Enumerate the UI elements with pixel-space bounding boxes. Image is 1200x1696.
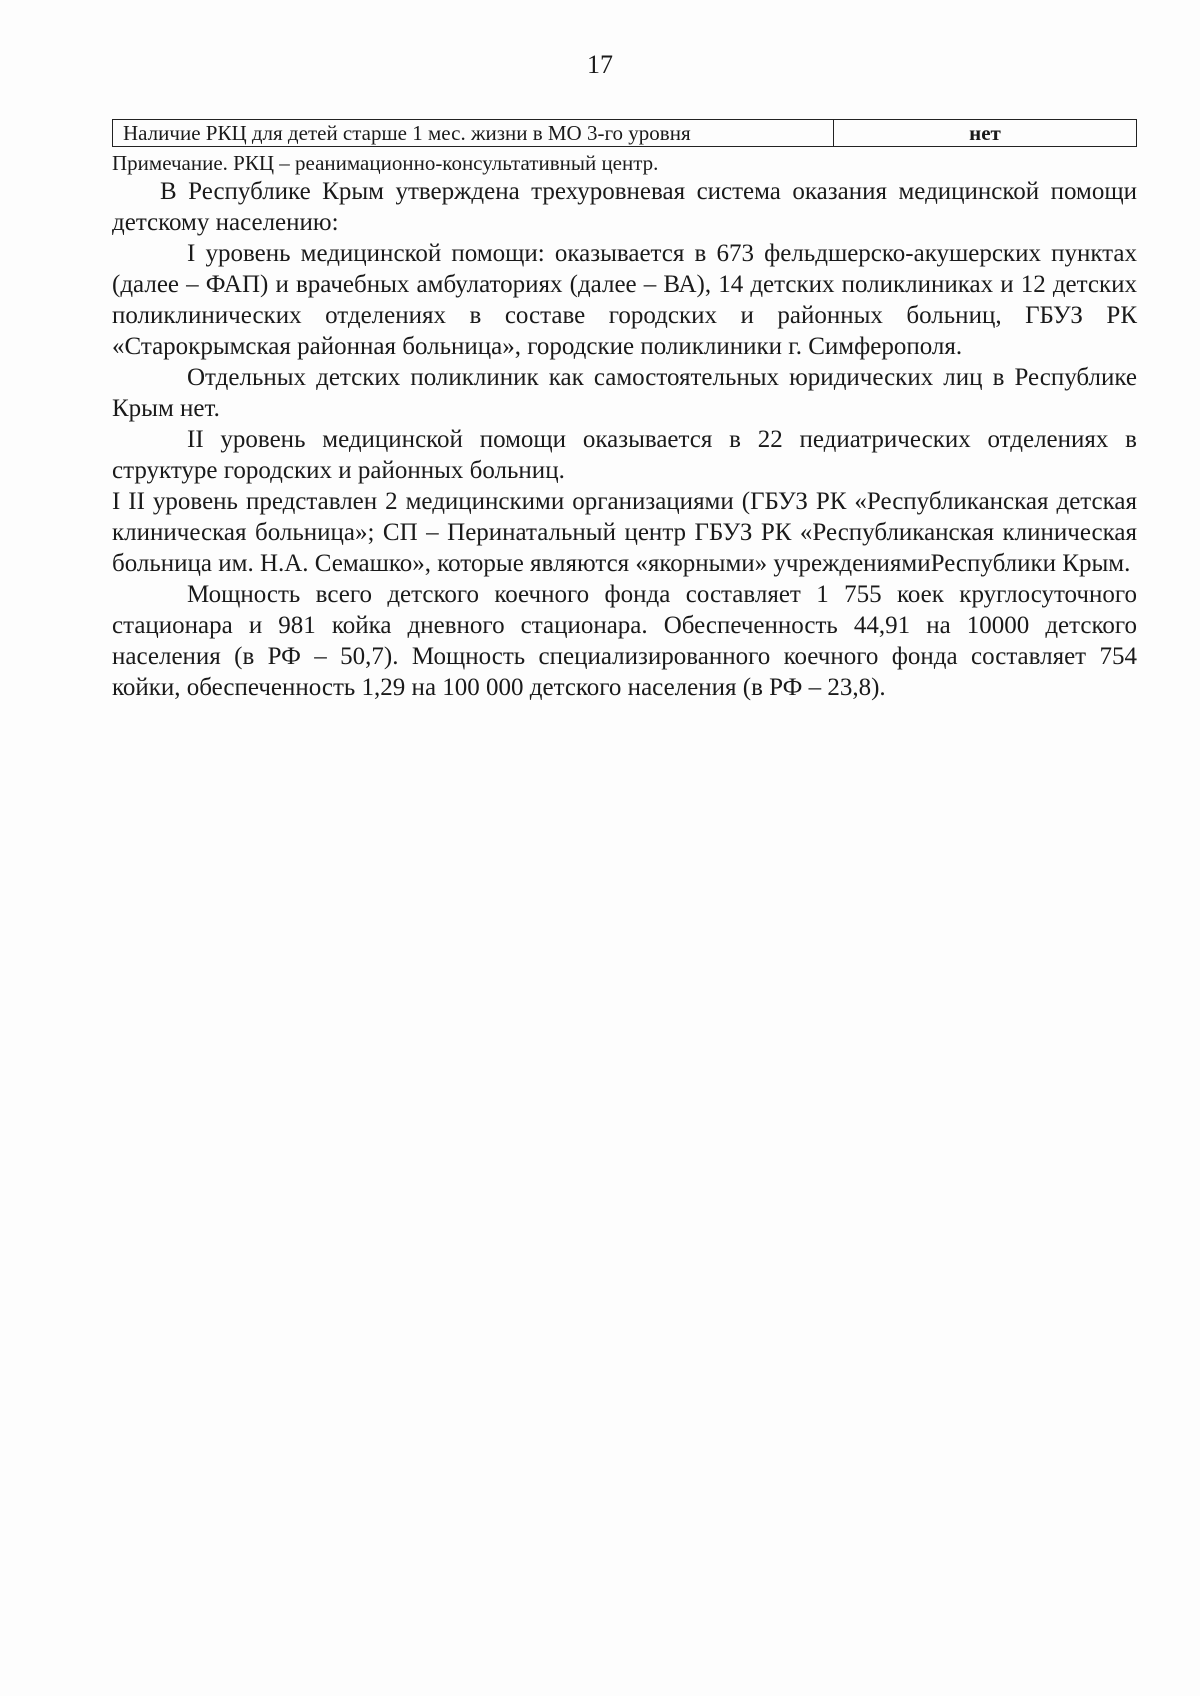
paragraph-level-1: I уровень медицинской помощи: оказывается в 673 фельдшерско-акушерских пунктах (далее – ФАП) и врачебных амбулаториях (далее – ВА), 14 детских поликлиниках и 12 детских поликлинических отделениях в составе городских и районных больниц, ГБУЗ РК «Старокрымская районная больница», городские поликлиники г. Симферополя. bbox=[112, 240, 1137, 360]
paragraph-level-3: I II уровень представлен 2 медицинскими организациями (ГБУЗ РК «Республиканская детская клиническая больница»; СП – Перинатальный центр ГБУЗ РК «Республиканская клиническая больница им. Н.А. Семашко», которые являются «якорными» учреждениямиРеспублики Крым. bbox=[112, 488, 1137, 577]
paragraph-bed-capacity: Мощность всего детского коечного фонда составляет 1 755 коек круглосуточного стационара и 981 койка дневного стационара. Обеспеченность 44,91 на 10000 детского населения (в РФ – 50,7). Мощность специализированного коечного фонда составляет 754 койки, обеспеченность 1,29 на 100 000 детского населения (в РФ – 23,8). bbox=[112, 581, 1137, 701]
table-row bbox=[113, 120, 1137, 147]
paragraph-intro: В Республике Крым утверждена трехуровневая система оказания медицинской помощи детскому населению: bbox=[112, 178, 1137, 236]
paragraph-separate-clinics: Отдельных детских поликлиник как самостоятельных юридических лиц в Республике Крым нет. bbox=[112, 364, 1137, 422]
table-cell-label: Наличие РКЦ для детей старше 1 мес. жизни в МО 3-го уровня bbox=[113, 120, 834, 147]
rkc-table bbox=[112, 119, 1137, 147]
table-note: Примечание. РКЦ – реанимационно-консультативный центр. bbox=[112, 151, 659, 175]
page-number: 17 bbox=[587, 50, 613, 79]
body-text bbox=[112, 176, 1137, 703]
paragraph-level-2: II уровень медицинской помощи оказывается в 22 педиатрических отделениях в структуре городских и районных больниц. bbox=[112, 426, 1137, 484]
table-cell-value: нет bbox=[834, 120, 1137, 147]
